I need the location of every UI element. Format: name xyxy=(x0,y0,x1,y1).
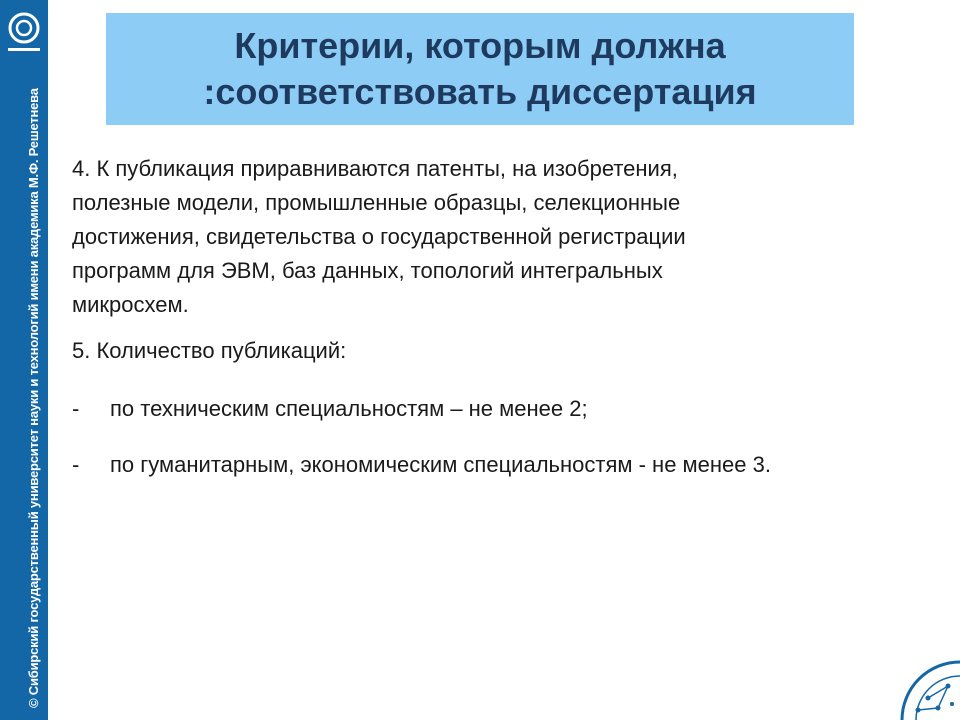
item-4-line: микросхем. xyxy=(72,292,189,317)
circuit-corner-icon xyxy=(898,658,960,720)
slide-title-line-1: Критерии, которым должна xyxy=(234,25,726,66)
bullet-item xyxy=(72,396,588,422)
sidebar-university-name: © Сибирский государственный университет науки и технологий имени академика М.Ф. Решетнева xyxy=(26,88,41,708)
item-4-line: программ для ЭВМ, баз данных, топологий интегральных xyxy=(72,258,663,283)
bullet-dash: - xyxy=(72,396,80,421)
university-logo-icon xyxy=(6,8,42,60)
bullet-dash: - xyxy=(72,452,80,477)
item-4-line: полезные модели, промышленные образцы, селекционные xyxy=(72,190,681,215)
item-4-paragraph xyxy=(72,152,872,322)
slide-title-line-2: :соответствовать диссертация xyxy=(203,71,757,112)
bullet-text: по техническим специальностям – не менее 2; xyxy=(110,396,588,421)
item-4-line: 4. К публикация приравниваются патенты, на изобретения, xyxy=(72,156,678,181)
sidebar xyxy=(0,0,48,720)
item-4-line: достижения, свидетельства о государственной регистрации xyxy=(72,224,686,249)
slide-title-box xyxy=(106,13,854,125)
item-5-heading: 5. Количество публикаций: xyxy=(72,338,347,363)
bullet-item xyxy=(72,452,771,478)
bullet-text: по гуманитарным, экономическим специальностям - не менее 3. xyxy=(110,452,771,477)
